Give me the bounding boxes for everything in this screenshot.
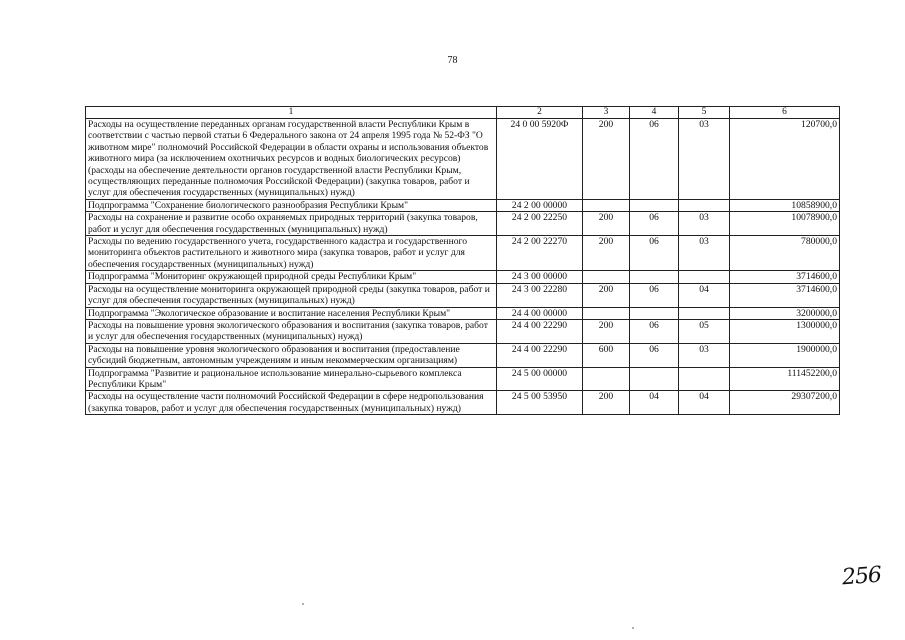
row-col-5: 04 — [679, 283, 730, 307]
table-row — [86, 119, 840, 200]
row-col-4: 06 — [630, 119, 679, 200]
row-col-3 — [583, 271, 630, 283]
row-col-5: 03 — [679, 343, 730, 367]
row-col-3: 200 — [583, 391, 630, 415]
row-col-4: 06 — [630, 319, 679, 343]
row-col-5: 04 — [679, 391, 730, 415]
row-description: Подпрограмма "Сохранение биологического разнообразия Республики Крым" — [86, 199, 497, 211]
row-col-5 — [679, 271, 730, 283]
row-amount: 3200000,0 — [730, 307, 840, 319]
header-col-2: 2 — [497, 107, 583, 119]
row-description: Расходы на повышение уровня экологического образования и воспитания (предоставление субсидий бюджетным, автономным учреждениям и иным некоммерческим организациям) — [86, 343, 497, 367]
row-description: Подпрограмма "Экологическое образование и воспитание населения Республики Крым" — [86, 307, 497, 319]
row-description: Подпрограмма "Развитие и рациональное использование минерально-сырьевого комплекса Республики Крым" — [86, 367, 497, 391]
row-code: 24 3 00 22280 — [497, 283, 583, 307]
table-row — [86, 236, 840, 271]
row-code: 24 2 00 22250 — [497, 212, 583, 236]
row-col-4 — [630, 307, 679, 319]
row-amount: 3714600,0 — [730, 271, 840, 283]
row-col-5: 03 — [679, 212, 730, 236]
table-row — [86, 212, 840, 236]
row-col-3: 200 — [583, 319, 630, 343]
row-description: Расходы по ведению государственного учета, государственного кадастра и государственного мониторинга объектов растительного и животного мира (закупка товаров, работ и услуг для обеспечения государственных (муниципальных) нужд) — [86, 236, 497, 271]
page-number: 78 — [447, 55, 458, 66]
row-col-4: 06 — [630, 212, 679, 236]
table-row — [86, 319, 840, 343]
row-col-4: 04 — [630, 391, 679, 415]
row-code: 24 2 00 22270 — [497, 236, 583, 271]
scan-speck — [302, 603, 304, 605]
table-row — [86, 271, 840, 283]
row-description: Расходы на осуществление мониторинга окружающей природной среды (закупка товаров, работ и услуг для обеспечения государственных (муниципальных) нужд) — [86, 283, 497, 307]
row-amount: 1300000,0 — [730, 319, 840, 343]
row-col-5: 03 — [679, 119, 730, 200]
row-code: 24 4 00 00000 — [497, 307, 583, 319]
row-code: 24 4 00 22290 — [497, 319, 583, 343]
table-row — [86, 343, 840, 367]
header-col-3: 3 — [583, 107, 630, 119]
table-row — [86, 199, 840, 211]
handwritten-page-note: 256 — [841, 562, 882, 591]
row-amount: 120700,0 — [730, 119, 840, 200]
row-code: 24 0 00 5920Ф — [497, 119, 583, 200]
row-col-5 — [679, 367, 730, 391]
row-amount: 1900000,0 — [730, 343, 840, 367]
row-col-3: 200 — [583, 212, 630, 236]
row-code: 24 5 00 53950 — [497, 391, 583, 415]
table-row — [86, 367, 840, 391]
row-description: Подпрограмма "Мониторинг окружающей природной среды Республики Крым" — [86, 271, 497, 283]
header-col-1: 1 — [86, 107, 497, 119]
row-amount: 29307200,0 — [730, 391, 840, 415]
row-code: 24 5 00 00000 — [497, 367, 583, 391]
row-col-4 — [630, 199, 679, 211]
row-col-3 — [583, 307, 630, 319]
row-col-3 — [583, 367, 630, 391]
row-col-5 — [679, 199, 730, 211]
table-header-row — [86, 107, 840, 119]
row-col-5 — [679, 307, 730, 319]
row-amount: 780000,0 — [730, 236, 840, 271]
header-col-4: 4 — [630, 107, 679, 119]
row-description: Расходы на сохранение и развитие особо охраняемых природных территорий (закупка товаров, работ и услуг для обеспечения государственных (муниципальных) нужд) — [86, 212, 497, 236]
row-description: Расходы на осуществление части полномочий Российской Федерации в сфере недропользования (закупка товаров, работ и услуг для обеспечения государственных (муниципальных) нужд) — [86, 391, 497, 415]
row-col-5: 03 — [679, 236, 730, 271]
header-col-6: 6 — [730, 107, 840, 119]
row-code: 24 2 00 00000 — [497, 199, 583, 211]
row-col-4: 06 — [630, 236, 679, 271]
row-code: 24 4 00 22290 — [497, 343, 583, 367]
table-row — [86, 283, 840, 307]
row-col-3: 200 — [583, 283, 630, 307]
table-row — [86, 391, 840, 415]
row-amount: 111452200,0 — [730, 367, 840, 391]
table-row — [86, 307, 840, 319]
row-col-4: 06 — [630, 343, 679, 367]
budget-table — [85, 106, 840, 415]
row-col-3: 200 — [583, 119, 630, 200]
row-col-3: 200 — [583, 236, 630, 271]
row-code: 24 3 00 00000 — [497, 271, 583, 283]
row-amount: 10858900,0 — [730, 199, 840, 211]
row-col-4 — [630, 367, 679, 391]
row-description: Расходы на осуществление переданных органам государственной власти Республики Крым в соответствии с частью первой статьи 6 Федерального закона от 24 апреля 1995 года № 52-ФЗ "О животном мире" полномочий Российской Федерации в области охраны и использования объектов животного мира (за исключением охотничьих ресурсов и водных биологических ресурсов) (расходы на обеспечение деятельности органов государственной власти Республики Крым, осуществляющих переданные полномочия Российской Федерации) (закупка товаров, работ и услуг для обеспечения государственных (муниципальных) нужд) — [86, 119, 497, 200]
row-col-4 — [630, 271, 679, 283]
row-description: Расходы на повышение уровня экологического образования и воспитания (закупка товаров, работ и услуг для обеспечения государственных (муниципальных) нужд) — [86, 319, 497, 343]
header-col-5: 5 — [679, 107, 730, 119]
row-col-3 — [583, 199, 630, 211]
row-col-3: 600 — [583, 343, 630, 367]
row-col-4: 06 — [630, 283, 679, 307]
scan-speck — [632, 627, 634, 629]
row-amount: 3714600,0 — [730, 283, 840, 307]
row-amount: 10078900,0 — [730, 212, 840, 236]
row-col-5: 05 — [679, 319, 730, 343]
